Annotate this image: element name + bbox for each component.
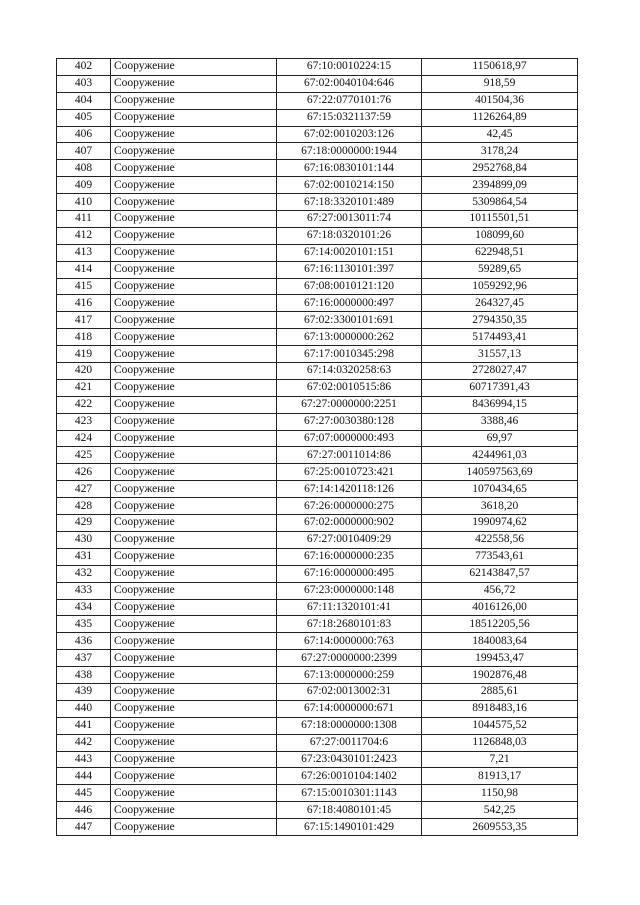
row-number-cell: 431 [57, 548, 111, 565]
table-row [57, 396, 578, 413]
object-type-cell: Сооружение [111, 92, 277, 109]
value-cell: 1902876,48 [422, 667, 578, 684]
value-cell: 401504,36 [422, 92, 578, 109]
row-number-cell: 438 [57, 667, 111, 684]
value-cell: 1150,98 [422, 785, 578, 802]
table-row [57, 464, 578, 481]
cadastral-number-cell: 67:02:0013002:31 [277, 683, 422, 700]
object-type-cell: Сооружение [111, 582, 277, 599]
object-type-cell: Сооружение [111, 548, 277, 565]
object-type-cell: Сооружение [111, 295, 277, 312]
value-cell: 108099,60 [422, 227, 578, 244]
value-cell: 140597563,69 [422, 464, 578, 481]
cadastral-number-cell: 67:25:0010723:421 [277, 464, 422, 481]
row-number-cell: 425 [57, 447, 111, 464]
row-number-cell: 409 [57, 177, 111, 194]
cadastral-number-cell: 67:26:0010104:1402 [277, 768, 422, 785]
cadastral-number-cell: 67:15:1490101:429 [277, 819, 422, 836]
row-number-cell: 422 [57, 396, 111, 413]
row-number-cell: 405 [57, 109, 111, 126]
table-row [57, 143, 578, 160]
table-row [57, 295, 578, 312]
table-row [57, 211, 578, 228]
table-row [57, 177, 578, 194]
cadastral-number-cell: 67:08:0010121:120 [277, 278, 422, 295]
object-type-cell: Сооружение [111, 109, 277, 126]
row-number-cell: 418 [57, 329, 111, 346]
row-number-cell: 402 [57, 59, 111, 76]
object-type-cell: Сооружение [111, 785, 277, 802]
cadastral-number-cell: 67:15:0321137:59 [277, 109, 422, 126]
table-row [57, 565, 578, 582]
table-row [57, 531, 578, 548]
object-type-cell: Сооружение [111, 396, 277, 413]
object-type-cell: Сооружение [111, 261, 277, 278]
cadastral-number-cell: 67:27:0011704:6 [277, 734, 422, 751]
value-cell: 542,25 [422, 802, 578, 819]
row-number-cell: 436 [57, 633, 111, 650]
object-type-cell: Сооружение [111, 802, 277, 819]
table-row [57, 346, 578, 363]
value-cell: 264327,45 [422, 295, 578, 312]
value-cell: 42,45 [422, 126, 578, 143]
row-number-cell: 440 [57, 700, 111, 717]
table-row [57, 633, 578, 650]
table-row [57, 312, 578, 329]
value-cell: 60717391,43 [422, 379, 578, 396]
row-number-cell: 420 [57, 363, 111, 380]
table-row [57, 599, 578, 616]
value-cell: 2728027,47 [422, 363, 578, 380]
cadastral-number-cell: 67:23:0430101:2423 [277, 751, 422, 768]
object-type-cell: Сооружение [111, 498, 277, 515]
row-number-cell: 446 [57, 802, 111, 819]
cadastral-number-cell: 67:26:0000000:275 [277, 498, 422, 515]
value-cell: 1044575,52 [422, 717, 578, 734]
table-row [57, 667, 578, 684]
object-type-cell: Сооружение [111, 616, 277, 633]
object-type-cell: Сооружение [111, 717, 277, 734]
object-type-cell: Сооружение [111, 160, 277, 177]
row-number-cell: 403 [57, 75, 111, 92]
table-row [57, 700, 578, 717]
object-type-cell: Сооружение [111, 227, 277, 244]
value-cell: 5309864,54 [422, 194, 578, 211]
cadastral-number-cell: 67:02:0010214:150 [277, 177, 422, 194]
table-row [57, 126, 578, 143]
cadastral-number-cell: 67:18:4080101:45 [277, 802, 422, 819]
value-cell: 1126848,03 [422, 734, 578, 751]
cadastral-number-cell: 67:27:0010409:29 [277, 531, 422, 548]
cadastral-number-cell: 67:27:0013011:74 [277, 211, 422, 228]
value-cell: 8918483,16 [422, 700, 578, 717]
row-number-cell: 414 [57, 261, 111, 278]
table-row [57, 481, 578, 498]
table-row [57, 363, 578, 380]
value-cell: 18512205,56 [422, 616, 578, 633]
row-number-cell: 424 [57, 430, 111, 447]
row-number-cell: 429 [57, 515, 111, 532]
row-number-cell: 413 [57, 244, 111, 261]
cadastral-number-cell: 67:02:0040104:646 [277, 75, 422, 92]
value-cell: 4016126,00 [422, 599, 578, 616]
object-type-cell: Сооружение [111, 447, 277, 464]
object-type-cell: Сооружение [111, 143, 277, 160]
object-type-cell: Сооружение [111, 751, 277, 768]
cadastral-number-cell: 67:17:0010345:298 [277, 346, 422, 363]
cadastral-number-cell: 67:02:0010515:86 [277, 379, 422, 396]
value-cell: 62143847,57 [422, 565, 578, 582]
object-type-cell: Сооружение [111, 379, 277, 396]
table-row [57, 819, 578, 836]
table-row [57, 650, 578, 667]
cadastral-number-cell: 67:23:0000000:148 [277, 582, 422, 599]
object-type-cell: Сооружение [111, 194, 277, 211]
row-number-cell: 437 [57, 650, 111, 667]
value-cell: 199453,47 [422, 650, 578, 667]
object-type-cell: Сооружение [111, 531, 277, 548]
row-number-cell: 443 [57, 751, 111, 768]
table-row [57, 75, 578, 92]
table-row [57, 447, 578, 464]
cadastral-number-cell: 67:10:0010224:15 [277, 59, 422, 76]
cadastral-number-cell: 67:14:0020101:151 [277, 244, 422, 261]
value-cell: 31557,13 [422, 346, 578, 363]
cadastral-number-cell: 67:18:3320101:489 [277, 194, 422, 211]
value-cell: 7,21 [422, 751, 578, 768]
object-type-cell: Сооружение [111, 565, 277, 582]
row-number-cell: 404 [57, 92, 111, 109]
value-cell: 918,59 [422, 75, 578, 92]
value-cell: 3178,24 [422, 143, 578, 160]
value-cell: 2394899,09 [422, 177, 578, 194]
cadastral-number-cell: 67:14:0000000:763 [277, 633, 422, 650]
row-number-cell: 419 [57, 346, 111, 363]
table-row [57, 717, 578, 734]
table-row [57, 785, 578, 802]
table-row [57, 616, 578, 633]
cadastral-number-cell: 67:18:0320101:26 [277, 227, 422, 244]
object-type-cell: Сооружение [111, 363, 277, 380]
value-cell: 2609553,35 [422, 819, 578, 836]
value-cell: 59289,65 [422, 261, 578, 278]
value-cell: 1150618,97 [422, 59, 578, 76]
table-row [57, 261, 578, 278]
object-type-cell: Сооружение [111, 430, 277, 447]
value-cell: 622948,51 [422, 244, 578, 261]
row-number-cell: 416 [57, 295, 111, 312]
object-type-cell: Сооружение [111, 177, 277, 194]
row-number-cell: 434 [57, 599, 111, 616]
table-row [57, 278, 578, 295]
table-row [57, 734, 578, 751]
value-cell: 69,97 [422, 430, 578, 447]
value-cell: 2794350,35 [422, 312, 578, 329]
object-type-cell: Сооружение [111, 329, 277, 346]
value-cell: 8436994,15 [422, 396, 578, 413]
value-cell: 1990974,62 [422, 515, 578, 532]
cadastral-number-cell: 67:27:0000000:2251 [277, 396, 422, 413]
row-number-cell: 433 [57, 582, 111, 599]
row-number-cell: 411 [57, 211, 111, 228]
row-number-cell: 442 [57, 734, 111, 751]
object-type-cell: Сооружение [111, 667, 277, 684]
row-number-cell: 423 [57, 413, 111, 430]
cadastral-number-cell: 67:16:0000000:497 [277, 295, 422, 312]
cadastral-number-cell: 67:16:0000000:495 [277, 565, 422, 582]
value-cell: 422558,56 [422, 531, 578, 548]
cadastral-number-cell: 67:11:1320101:41 [277, 599, 422, 616]
row-number-cell: 444 [57, 768, 111, 785]
object-type-cell: Сооружение [111, 650, 277, 667]
cadastral-number-cell: 67:27:0000000:2399 [277, 650, 422, 667]
object-type-cell: Сооружение [111, 75, 277, 92]
row-number-cell: 439 [57, 683, 111, 700]
table-row [57, 109, 578, 126]
object-type-cell: Сооружение [111, 464, 277, 481]
value-cell: 3618,20 [422, 498, 578, 515]
object-type-cell: Сооружение [111, 633, 277, 650]
cadastral-number-cell: 67:02:0000000:902 [277, 515, 422, 532]
table-row [57, 244, 578, 261]
object-type-cell: Сооружение [111, 819, 277, 836]
cadastral-number-cell: 67:27:0030380:128 [277, 413, 422, 430]
table-row [57, 582, 578, 599]
row-number-cell: 426 [57, 464, 111, 481]
cadastral-number-cell: 67:18:0000000:1308 [277, 717, 422, 734]
cadastral-number-cell: 67:07:0000000:493 [277, 430, 422, 447]
object-type-cell: Сооружение [111, 700, 277, 717]
value-cell: 4244961,03 [422, 447, 578, 464]
table-row [57, 768, 578, 785]
registry-table-body [57, 59, 578, 836]
cadastral-number-cell: 67:14:0000000:671 [277, 700, 422, 717]
row-number-cell: 412 [57, 227, 111, 244]
value-cell: 1126264,89 [422, 109, 578, 126]
value-cell: 3388,46 [422, 413, 578, 430]
cadastral-number-cell: 67:18:2680101:83 [277, 616, 422, 633]
object-type-cell: Сооружение [111, 599, 277, 616]
cadastral-number-cell: 67:13:0000000:262 [277, 329, 422, 346]
cadastral-number-cell: 67:14:0320258:63 [277, 363, 422, 380]
value-cell: 1070434,65 [422, 481, 578, 498]
row-number-cell: 428 [57, 498, 111, 515]
object-type-cell: Сооружение [111, 768, 277, 785]
row-number-cell: 406 [57, 126, 111, 143]
cadastral-number-cell: 67:02:3300101:691 [277, 312, 422, 329]
row-number-cell: 408 [57, 160, 111, 177]
row-number-cell: 417 [57, 312, 111, 329]
cadastral-number-cell: 67:18:0000000:1944 [277, 143, 422, 160]
object-type-cell: Сооружение [111, 59, 277, 76]
value-cell: 2885,61 [422, 683, 578, 700]
row-number-cell: 427 [57, 481, 111, 498]
row-number-cell: 430 [57, 531, 111, 548]
object-type-cell: Сооружение [111, 126, 277, 143]
value-cell: 456,72 [422, 582, 578, 599]
object-type-cell: Сооружение [111, 278, 277, 295]
table-row [57, 160, 578, 177]
object-type-cell: Сооружение [111, 312, 277, 329]
object-type-cell: Сооружение [111, 211, 277, 228]
table-row [57, 751, 578, 768]
cadastral-number-cell: 67:16:0830101:144 [277, 160, 422, 177]
value-cell: 5174493,41 [422, 329, 578, 346]
object-type-cell: Сооружение [111, 515, 277, 532]
table-row [57, 379, 578, 396]
row-number-cell: 447 [57, 819, 111, 836]
value-cell: 2952768,84 [422, 160, 578, 177]
object-type-cell: Сооружение [111, 481, 277, 498]
cadastral-number-cell: 67:27:0011014:86 [277, 447, 422, 464]
value-cell: 81913,17 [422, 768, 578, 785]
value-cell: 10115501,51 [422, 211, 578, 228]
table-row [57, 515, 578, 532]
row-number-cell: 421 [57, 379, 111, 396]
table-row [57, 430, 578, 447]
value-cell: 1840083,64 [422, 633, 578, 650]
cadastral-number-cell: 67:15:0010301:1143 [277, 785, 422, 802]
value-cell: 1059292,96 [422, 278, 578, 295]
object-type-cell: Сооружение [111, 413, 277, 430]
property-registry-table [56, 58, 578, 836]
table-row [57, 227, 578, 244]
cadastral-number-cell: 67:14:1420118:126 [277, 481, 422, 498]
table-row [57, 413, 578, 430]
object-type-cell: Сооружение [111, 244, 277, 261]
row-number-cell: 407 [57, 143, 111, 160]
table-row [57, 329, 578, 346]
cadastral-number-cell: 67:02:0010203:126 [277, 126, 422, 143]
cadastral-number-cell: 67:16:0000000:235 [277, 548, 422, 565]
object-type-cell: Сооружение [111, 346, 277, 363]
table-row [57, 802, 578, 819]
cadastral-number-cell: 67:22:0770101:76 [277, 92, 422, 109]
row-number-cell: 445 [57, 785, 111, 802]
object-type-cell: Сооружение [111, 683, 277, 700]
cadastral-number-cell: 67:13:0000000:259 [277, 667, 422, 684]
table-row [57, 59, 578, 76]
table-row [57, 683, 578, 700]
row-number-cell: 410 [57, 194, 111, 211]
row-number-cell: 441 [57, 717, 111, 734]
value-cell: 773543,61 [422, 548, 578, 565]
row-number-cell: 432 [57, 565, 111, 582]
row-number-cell: 435 [57, 616, 111, 633]
table-row [57, 548, 578, 565]
object-type-cell: Сооружение [111, 734, 277, 751]
cadastral-number-cell: 67:16:1130101:397 [277, 261, 422, 278]
row-number-cell: 415 [57, 278, 111, 295]
table-row [57, 92, 578, 109]
table-row [57, 194, 578, 211]
table-row [57, 498, 578, 515]
